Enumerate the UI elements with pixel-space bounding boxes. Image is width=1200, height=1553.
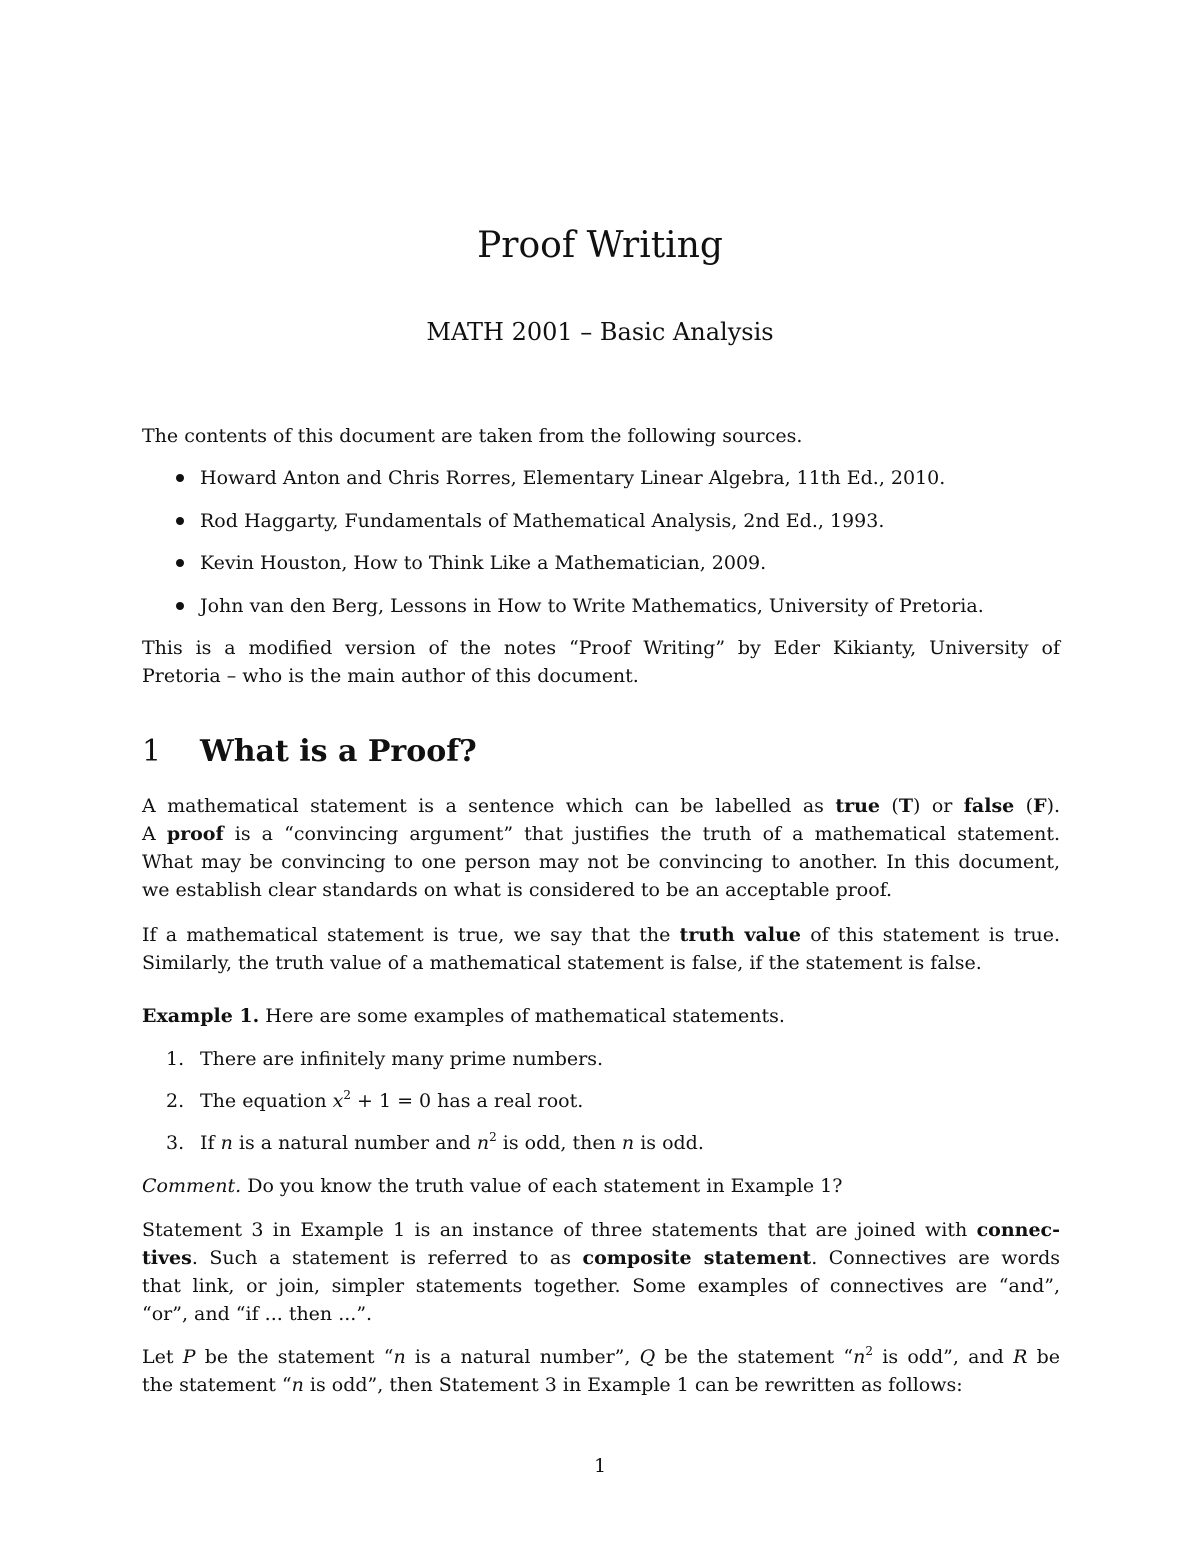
paragraph-definition-proof: [142, 792, 1060, 904]
list-number: 3.: [166, 1132, 185, 1154]
list-item: Kevin Houston, How to Think Like a Mathematician, 2009.: [200, 552, 767, 574]
comment-paragraph: Comment. Do you know the truth value of each statement in Example 1?: [142, 1175, 843, 1197]
list-item: The equation $x^2 + 1 = 0$ has a real root.: [200, 1088, 584, 1112]
text-line: Pretoria – who is the main author of this document.: [142, 665, 639, 687]
list-item: There are infinitely many prime numbers.: [200, 1048, 603, 1070]
intro-paragraph: The contents of this document are taken from the following sources.: [142, 425, 803, 447]
list-item: John van den Berg, Lessons in How to Write Mathematics, University of Pretoria.: [200, 595, 984, 617]
document-title: Proof Writing: [477, 225, 723, 266]
document-subtitle: MATH 2001 – Basic Analysis: [426, 318, 774, 346]
text-line: This is a modified version of the notes “Proof Writing” by Eder Kikianty, University of: [142, 637, 1060, 659]
text-line: tives. Such a statement is referred to as composite statement. Connectives are words: [142, 1247, 1060, 1269]
section-title: What is a Proof?: [200, 734, 477, 769]
text-line: A proof is a “convincing argument” that justifies the truth of a mathematical statement.: [142, 823, 1060, 845]
text-line: Statement 3 in Example 1 is an instance of three statements that are joined with connec-: [142, 1219, 1060, 1241]
paragraph-connectives: [142, 1216, 1060, 1328]
text-line: A mathematical statement is a sentence which can be labelled as true (T) or false (F).: [142, 795, 1061, 817]
section-number: 1: [142, 734, 162, 769]
paragraph-statement-letters: [142, 1343, 1060, 1399]
list-item: Howard Anton and Chris Rorres, Elementary Linear Algebra, 11th Ed., 2010.: [200, 467, 946, 489]
text-line: “or”, and “if ... then ...”.: [142, 1303, 373, 1325]
list-number: 2.: [166, 1090, 185, 1112]
paragraph-truth-value: [142, 921, 1060, 977]
text-line: we establish clear standards on what is considered to be an acceptable proof.: [142, 879, 893, 901]
bullet-icon: [176, 474, 184, 482]
bullet-icon: [176, 559, 184, 567]
modified-note-paragraph: [142, 634, 1060, 690]
text-line: If a mathematical statement is true, we say that the truth value of this statement is true.: [142, 924, 1060, 946]
text-line: the statement “n is odd”, then Statement 3 in Example 1 can be rewritten as follows:: [142, 1374, 963, 1396]
example-heading: Example 1. Here are some examples of mathematical statements.: [142, 1005, 785, 1027]
text-line: Let P be the statement “n is a natural number”, Q be the statement “$n^2$ is odd”, and R be: [142, 1344, 1061, 1368]
page-number: 1: [593, 1455, 607, 1477]
list-item: Rod Haggarty, Fundamentals of Mathematical Analysis, 2nd Ed., 1993.: [200, 510, 885, 532]
list-number: 1.: [166, 1048, 185, 1070]
list-item: If n is a natural number and $n^2$ is odd, then n is odd.: [200, 1130, 704, 1154]
text-line: Similarly, the truth value of a mathematical statement is false, if the statement is false.: [142, 952, 982, 974]
text-line: that link, or join, simpler statements together. Some examples of connectives are “and”,: [142, 1275, 1060, 1297]
bullet-icon: [176, 517, 184, 525]
bullet-icon: [176, 602, 184, 610]
text-line: What may be convincing to one person may not be convincing to another. In this document,: [142, 851, 1060, 873]
